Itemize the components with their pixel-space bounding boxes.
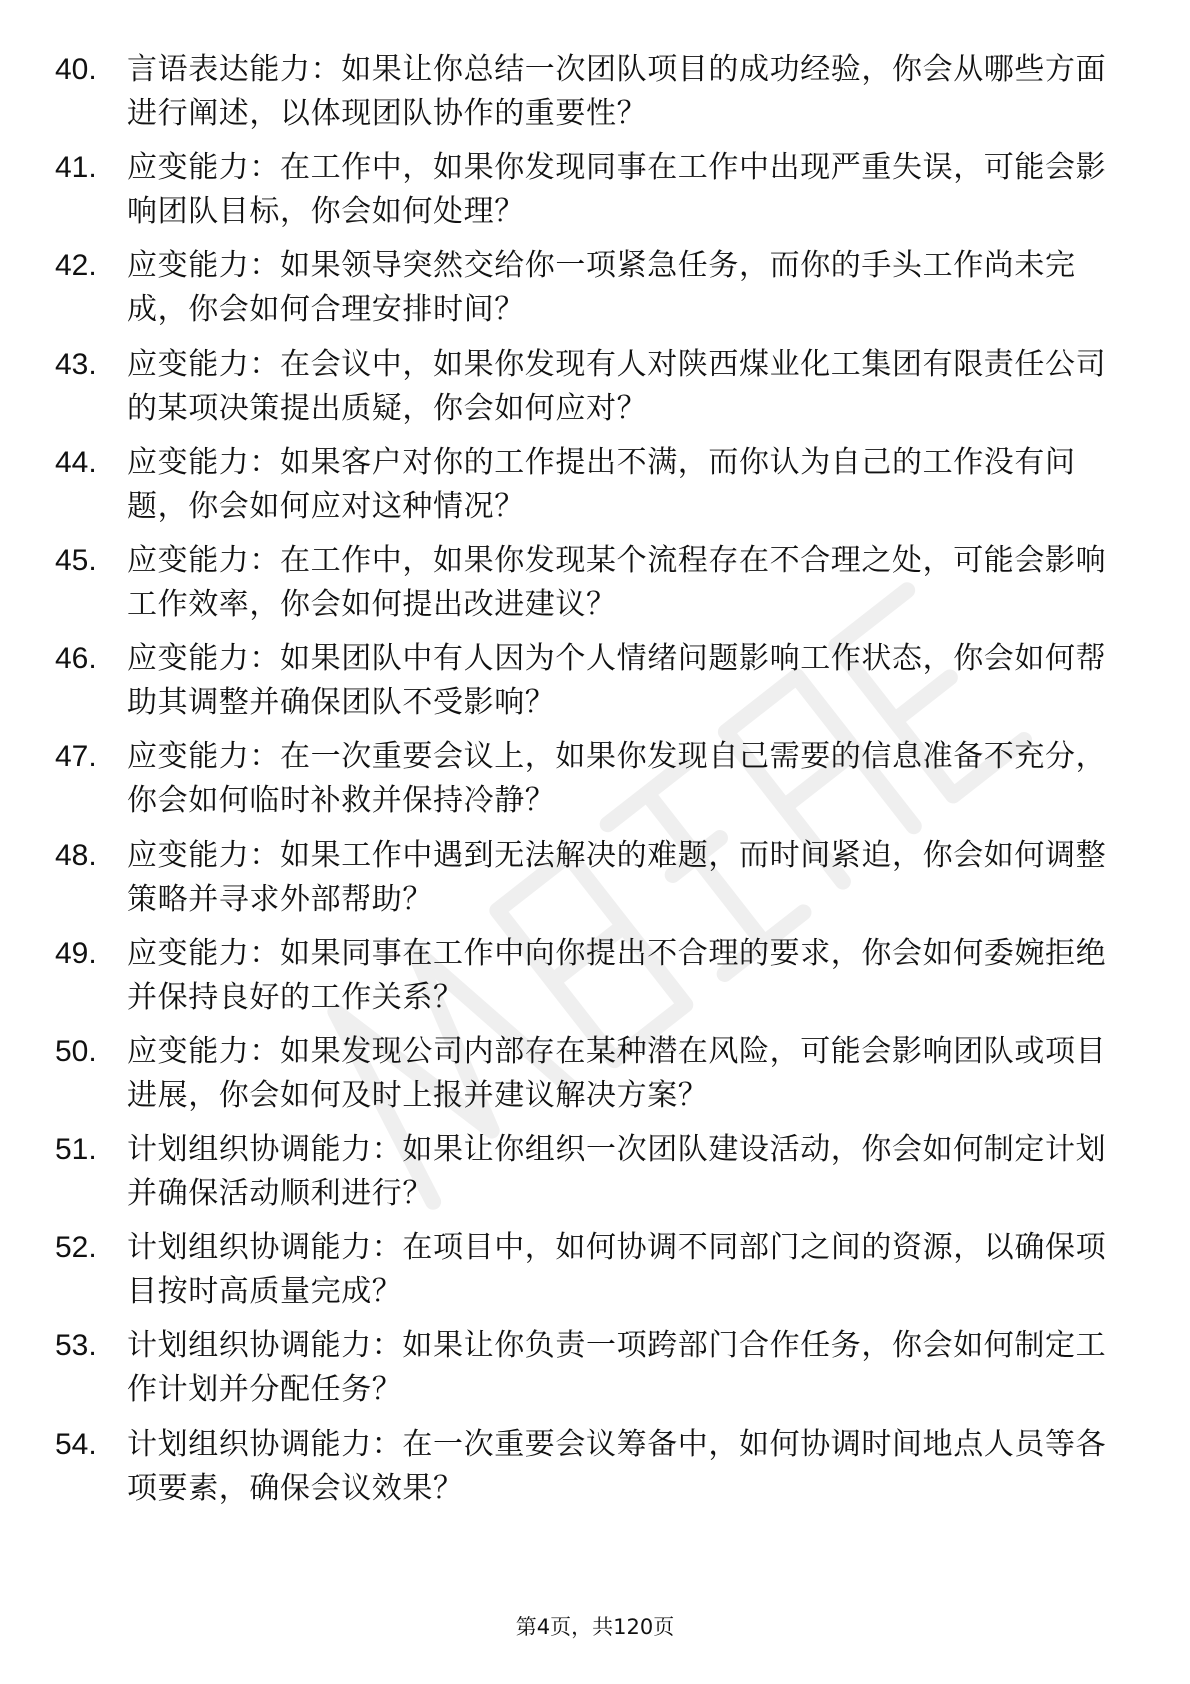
question-item [55,539,1125,637]
question-number: 40. [55,53,97,86]
question-item [55,637,1125,735]
question-number: 49. [55,936,97,970]
question-text: 应变能力：如果发现公司内部存在某种潜在风险，可能会影响团队或项目进展，你会如何及时上报并建议解决方案？ [127,1033,1107,1113]
question-text: 计划组织协调能力：在一次重要会议筹备中，如何协调时间地点人员等各项要素，确保会议效果？ [127,1426,1107,1506]
question-number: 53. [55,1329,97,1363]
question-item [55,1423,1125,1521]
question-text: 言语表达能力：如果让你总结一次团队项目的成功经验，你会从哪些方面进行阐述，以体现团队协作的重要性？ [127,52,1107,131]
question-text: 应变能力：在工作中，如果你发现同事在工作中出现严重失误，可能会影响团队目标，你会如何处理？ [127,150,1107,230]
question-text: 应变能力：如果领导突然交给你一项紧急任务，而你的手头工作尚未完成，你会如何合理安排时间？ [127,248,1076,328]
question-item [55,343,1125,441]
question-item [55,834,1125,932]
question-item [55,146,1125,244]
question-text: 计划组织协调能力：如果让你负责一项跨部门合作任务，你会如何制定工作计划并分配任务？ [127,1328,1107,1408]
question-text: 应变能力：如果团队中有人因为个人情绪问题影响工作状态，你会如何帮助其调整并确保团队不受影响？ [127,641,1107,721]
question-number: 41. [55,151,97,185]
question-list [55,48,1125,1521]
question-text: 应变能力：如果同事在工作中向你提出不合理的要求，你会如何委婉拒绝并保持良好的工作关系？ [127,935,1107,1015]
question-number: 47. [55,740,97,774]
question-number: 48. [55,838,97,872]
question-number: 45. [55,543,97,577]
question-number: 54. [55,1427,97,1461]
question-number: 44. [55,445,97,479]
question-number: 42. [55,249,97,283]
question-item [55,1226,1125,1324]
question-text: 应变能力：如果工作中遇到无法解决的难题，而时间紧迫，你会如何调整策略并寻求外部帮助？ [127,837,1107,917]
question-item [55,244,1125,342]
question-item [55,932,1125,1030]
question-number: 43. [55,347,97,381]
question-number: 46. [55,642,97,676]
question-text: 应变能力：如果客户对你的工作提出不满，而你认为自己的工作没有问题，你会如何应对这种情况？ [127,444,1076,524]
question-text: 计划组织协调能力：如果让你组织一次团队建设活动，你会如何制定计划并确保活动顺利进行？ [127,1132,1107,1212]
question-text: 应变能力：在一次重要会议上，如果你发现自己需要的信息准备不充分，你会如何临时补救并保持冷静？ [127,739,1107,819]
question-text: 应变能力：在会议中，如果你发现有人对陕西煤业化工集团有限责任公司的某项决策提出质疑，你会如何应对？ [127,346,1107,426]
question-item [55,735,1125,833]
question-text: 应变能力：在工作中，如果你发现某个流程存在不合理之处，可能会影响工作效率，你会如何提出改进建议？ [127,542,1107,622]
question-item [55,441,1125,539]
question-item [55,48,1125,146]
question-number: 52. [55,1231,97,1265]
question-number: 50. [55,1034,97,1068]
question-item [55,1030,1125,1128]
question-item [55,1128,1125,1226]
question-text: 计划组织协调能力：在项目中，如何协调不同部门之间的资源，以确保项目按时高质量完成？ [127,1230,1107,1310]
question-item [55,1324,1125,1422]
page-footer: 第4页，共120页 [515,1615,675,1639]
question-number: 51. [55,1133,97,1167]
